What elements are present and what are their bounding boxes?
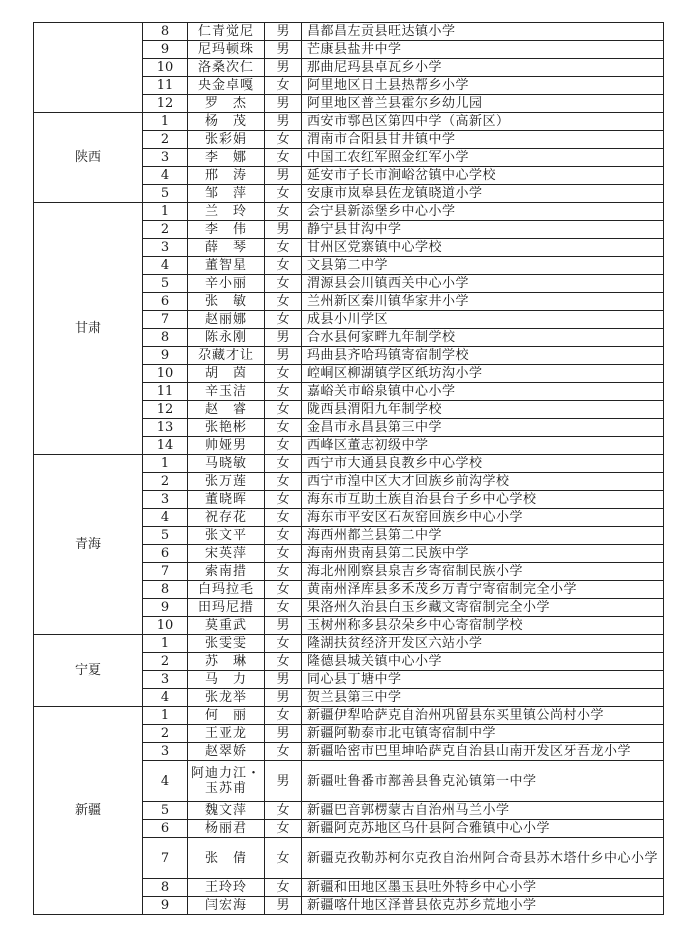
row-number: 4 [143,509,188,527]
gender-cell: 女 [265,455,302,473]
school-cell: 海南州贵南县第二民族中学 [302,545,664,563]
name-cell: 田玛尼措 [188,599,265,617]
name-cell: 王玲玲 [188,879,265,897]
name-cell: 张彩娟 [188,131,265,149]
table-row [34,635,664,653]
row-number: 6 [143,820,188,838]
school-cell: 海东市互助土族自治县台子乡中心学校 [302,491,664,509]
row-number: 9 [143,599,188,617]
school-cell: 新疆和田地区墨玉县吐外特乡中心小学 [302,879,664,897]
table-row [34,23,664,41]
school-cell: 安康市岚皋县佐龙镇晓道小学 [302,185,664,203]
gender-cell: 女 [265,473,302,491]
name-cell: 薛 琴 [188,239,265,257]
name-cell: 尼玛顿珠 [188,41,265,59]
row-number: 8 [143,23,188,41]
row-number: 4 [143,167,188,185]
gender-cell: 男 [265,329,302,347]
row-number: 10 [143,59,188,77]
name-cell: 帅娅男 [188,437,265,455]
gender-cell: 女 [265,743,302,761]
gender-cell: 女 [265,879,302,897]
gender-cell: 男 [265,95,302,113]
name-cell: 尕藏才让 [188,347,265,365]
gender-cell: 男 [265,725,302,743]
province-cell: 新疆 [34,707,143,915]
gender-cell: 女 [265,437,302,455]
gender-cell: 女 [265,581,302,599]
school-cell: 果洛州久治县白玉乡藏文寄宿制完全小学 [302,599,664,617]
province-cell: 陕西 [34,113,143,203]
gender-cell: 女 [265,635,302,653]
school-cell: 阿里地区普兰县霍尔乡幼儿园 [302,95,664,113]
row-number: 9 [143,41,188,59]
school-cell: 新疆阿克苏地区乌什县阿合雅镇中心小学 [302,820,664,838]
gender-cell: 女 [265,77,302,95]
gender-cell: 女 [265,491,302,509]
name-cell: 祝存花 [188,509,265,527]
name-cell: 邹 萍 [188,185,265,203]
gender-cell: 男 [265,617,302,635]
gender-cell: 女 [265,563,302,581]
gender-cell: 女 [265,653,302,671]
row-number: 4 [143,761,188,802]
school-cell: 金昌市永昌县第三中学 [302,419,664,437]
school-cell: 静宁县甘沟中学 [302,221,664,239]
school-cell: 新疆喀什地区泽普县依克苏乡荒地小学 [302,897,664,915]
row-number: 8 [143,329,188,347]
school-cell: 文县第二中学 [302,257,664,275]
gender-cell: 女 [265,239,302,257]
school-cell: 海西州都兰县第二中学 [302,527,664,545]
name-cell: 马晓敏 [188,455,265,473]
name-cell: 仁青觉尼 [188,23,265,41]
name-cell: 阿迪力江・玉苏甫 [188,761,265,802]
school-cell: 隆湖扶贫经济开发区六站小学 [302,635,664,653]
name-cell: 张雯雯 [188,635,265,653]
name-cell: 洛桑次仁 [188,59,265,77]
school-cell: 渭南市合阳县甘井镇中学 [302,131,664,149]
school-cell: 西峰区董志初级中学 [302,437,664,455]
row-number: 1 [143,635,188,653]
row-number: 13 [143,419,188,437]
gender-cell: 男 [265,113,302,131]
school-cell: 兰州新区秦川镇华家井小学 [302,293,664,311]
school-cell: 玉树州称多县尕朵乡中心寄宿制学校 [302,617,664,635]
school-cell: 新疆伊犁哈萨克自治州巩留县东买里镇公尚村小学 [302,707,664,725]
name-cell: 张龙举 [188,689,265,707]
gender-cell: 女 [265,527,302,545]
row-number: 3 [143,671,188,689]
row-number: 7 [143,311,188,329]
name-cell: 苏 琳 [188,653,265,671]
row-number: 1 [143,203,188,221]
table-row [34,203,664,221]
gender-cell: 女 [265,311,302,329]
row-number: 8 [143,581,188,599]
school-cell: 新疆阿勒泰市北屯镇寄宿制中学 [302,725,664,743]
gender-cell: 男 [265,689,302,707]
gender-cell: 女 [265,838,302,879]
gender-cell: 女 [265,401,302,419]
name-cell: 何 丽 [188,707,265,725]
row-number: 12 [143,95,188,113]
table-body [34,23,664,915]
school-cell: 西安市鄠邑区第四中学（高新区） [302,113,664,131]
row-number: 3 [143,149,188,167]
name-cell: 赵丽娜 [188,311,265,329]
row-number: 14 [143,437,188,455]
name-cell: 辛玉洁 [188,383,265,401]
gender-cell: 男 [265,23,302,41]
name-cell: 宋英萍 [188,545,265,563]
gender-cell: 男 [265,897,302,915]
school-cell: 成县小川学区 [302,311,664,329]
gender-cell: 男 [265,221,302,239]
name-cell: 王亚龙 [188,725,265,743]
gender-cell: 男 [265,671,302,689]
name-cell: 张文平 [188,527,265,545]
school-cell: 那曲尼玛县卓瓦乡小学 [302,59,664,77]
row-number: 1 [143,113,188,131]
row-number: 5 [143,527,188,545]
row-number: 1 [143,455,188,473]
row-number: 4 [143,689,188,707]
name-cell: 辛小丽 [188,275,265,293]
name-cell: 罗 杰 [188,95,265,113]
gender-cell: 女 [265,383,302,401]
school-cell: 渭源县会川镇西关中心小学 [302,275,664,293]
row-number: 1 [143,707,188,725]
row-number: 2 [143,131,188,149]
gender-cell: 女 [265,707,302,725]
name-cell: 马 力 [188,671,265,689]
school-cell: 玛曲县齐哈玛镇寄宿制学校 [302,347,664,365]
school-cell: 黄南州泽库县多禾茂乡万青宁寄宿制完全小学 [302,581,664,599]
row-number: 7 [143,838,188,879]
row-number: 6 [143,545,188,563]
gender-cell: 女 [265,419,302,437]
teacher-list-table [33,22,664,915]
province-cell: 甘肃 [34,203,143,455]
name-cell: 胡 茵 [188,365,265,383]
gender-cell: 男 [265,761,302,802]
row-number: 3 [143,491,188,509]
name-cell: 邢 涛 [188,167,265,185]
gender-cell: 女 [265,820,302,838]
name-cell: 白玛拉毛 [188,581,265,599]
school-cell: 新疆巴音郭楞蒙古自治州马兰小学 [302,802,664,820]
row-number: 6 [143,293,188,311]
row-number: 5 [143,275,188,293]
school-cell: 阿里地区日土县热帮乡小学 [302,77,664,95]
school-cell: 延安市子长市涧峪岔镇中心学校 [302,167,664,185]
province-cell: 青海 [34,455,143,635]
gender-cell: 女 [265,203,302,221]
gender-cell: 女 [265,185,302,203]
school-cell: 合水县何家畔九年制学校 [302,329,664,347]
table-row [34,113,664,131]
row-number: 10 [143,617,188,635]
name-cell: 陈永刚 [188,329,265,347]
school-cell: 隆德县城关镇中心小学 [302,653,664,671]
row-number: 7 [143,563,188,581]
gender-cell: 男 [265,59,302,77]
name-cell: 索南措 [188,563,265,581]
name-cell: 兰 玲 [188,203,265,221]
row-number: 5 [143,185,188,203]
school-cell: 嘉峪关市峪泉镇中心小学 [302,383,664,401]
gender-cell: 男 [265,167,302,185]
name-cell: 董晓晖 [188,491,265,509]
row-number: 9 [143,347,188,365]
row-number: 10 [143,365,188,383]
school-cell: 海北州刚察县泉吉乡寄宿制民族小学 [302,563,664,581]
row-number: 5 [143,802,188,820]
school-cell: 中国工农红军照金红军小学 [302,149,664,167]
gender-cell: 女 [265,275,302,293]
table-row [34,455,664,473]
row-number: 4 [143,257,188,275]
school-cell: 新疆吐鲁番市鄯善县鲁克沁镇第一中学 [302,761,664,802]
school-cell: 新疆克孜勒苏柯尔克孜自治州阿合奇县苏木塔什乡中心小学 [302,838,664,879]
row-number: 8 [143,879,188,897]
gender-cell: 女 [265,365,302,383]
school-cell: 新疆哈密市巴里坤哈萨克自治县山南开发区牙吾龙小学 [302,743,664,761]
school-cell: 西宁市大通县良教乡中心学校 [302,455,664,473]
name-cell: 魏文萍 [188,802,265,820]
name-cell: 张 倩 [188,838,265,879]
name-cell: 赵翠娇 [188,743,265,761]
row-number: 2 [143,653,188,671]
table-row [34,707,664,725]
row-number: 9 [143,897,188,915]
name-cell: 张万莲 [188,473,265,491]
name-cell: 张 敏 [188,293,265,311]
province-cell: 宁夏 [34,635,143,707]
school-cell: 同心县丁塘中学 [302,671,664,689]
name-cell: 赵 睿 [188,401,265,419]
row-number: 3 [143,743,188,761]
name-cell: 央金卓嘎 [188,77,265,95]
gender-cell: 女 [265,293,302,311]
gender-cell: 女 [265,545,302,563]
school-cell: 崆峒区柳湖镇学区纸坊沟小学 [302,365,664,383]
school-cell: 海东市平安区石灰窑回族乡中心小学 [302,509,664,527]
name-cell: 莫重武 [188,617,265,635]
name-cell: 李 伟 [188,221,265,239]
gender-cell: 男 [265,347,302,365]
school-cell: 陇西县渭阳九年制学校 [302,401,664,419]
school-cell: 甘州区党寨镇中心学校 [302,239,664,257]
name-cell: 李 娜 [188,149,265,167]
gender-cell: 女 [265,131,302,149]
school-cell: 贺兰县第三中学 [302,689,664,707]
school-cell: 会宁县新添堡乡中心小学 [302,203,664,221]
row-number: 2 [143,473,188,491]
gender-cell: 女 [265,509,302,527]
row-number: 2 [143,725,188,743]
name-cell: 董智星 [188,257,265,275]
school-cell: 芒康县盐井中学 [302,41,664,59]
name-cell: 闫宏海 [188,897,265,915]
province-cell [34,23,143,113]
row-number: 11 [143,383,188,401]
row-number: 2 [143,221,188,239]
gender-cell: 女 [265,149,302,167]
school-cell: 昌都昌左贡县旺达镇小学 [302,23,664,41]
name-cell: 杨丽君 [188,820,265,838]
row-number: 3 [143,239,188,257]
school-cell: 西宁市湟中区大才回族乡前沟学校 [302,473,664,491]
gender-cell: 女 [265,599,302,617]
gender-cell: 女 [265,257,302,275]
gender-cell: 男 [265,41,302,59]
name-cell: 杨 茂 [188,113,265,131]
row-number: 12 [143,401,188,419]
gender-cell: 女 [265,802,302,820]
name-cell: 张艳彬 [188,419,265,437]
row-number: 11 [143,77,188,95]
